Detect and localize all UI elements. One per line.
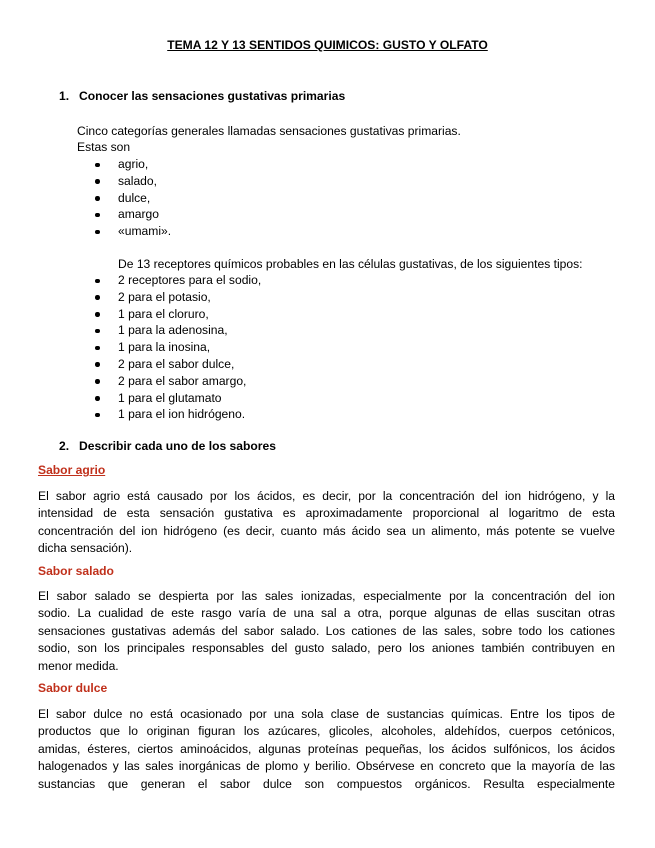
section-2-heading bbox=[59, 439, 276, 453]
list-item: 1 para la adenosina, bbox=[95, 322, 261, 339]
list-item: 1 para el ion hidrógeno. bbox=[95, 406, 261, 423]
paragraph-line: sodio, son los principales responsables del gusto salado, pero los aniones también contribuyen en bbox=[38, 641, 615, 656]
section-1-intro-line: Estas son bbox=[77, 140, 131, 154]
section-1-heading-text: Conocer las sensaciones gustativas primarias bbox=[79, 89, 346, 103]
section-2-heading-text: Describir cada uno de los sabores bbox=[79, 439, 276, 453]
list-item: 1 para la inosina, bbox=[95, 339, 261, 356]
paragraph-line: sodio. La cualidad de este rasgo varía de una sal a otra, porque algunas de ellas suscitan otras bbox=[38, 606, 615, 621]
paragraph-line: halogenados y las sales inorgánicas de plomo y berilio. Obsérvese en concreto que la mayoría de las bbox=[38, 759, 615, 774]
list-item: 2 para el sabor dulce, bbox=[95, 356, 261, 373]
paragraph-line: El sabor dulce no está ocasionado por una sola clase de sustancias químicas. Entre los tipos de bbox=[38, 707, 615, 721]
sabor-dulce-heading: Sabor dulce bbox=[38, 681, 108, 695]
list-item: 1 para el cloruro, bbox=[95, 306, 261, 323]
list-item: 1 para el glutamato bbox=[95, 390, 261, 407]
paragraph-line: El sabor salado se despierta por las sales ionizadas, especialmente por la concentración del ion bbox=[38, 589, 615, 603]
section-1-number: 1. bbox=[59, 89, 70, 103]
list-item: salado, bbox=[95, 173, 171, 190]
list-item: 2 para el potasio, bbox=[95, 289, 261, 306]
paragraph-line: sustancias que generan el sabor dulce son compuestos orgánicos. Resulta especialmente bbox=[38, 776, 615, 791]
paragraph-line: concentración del ion hidrógeno (es decir, cuanto más ácido sea un alimento, más potente se vuelve bbox=[38, 523, 615, 538]
list-item: 2 receptores para el sodio, bbox=[95, 272, 261, 289]
list-item: «umami». bbox=[95, 223, 171, 240]
paragraph-line: dicha sensación). bbox=[38, 541, 133, 556]
section-1-intro-line: Cinco categorías generales llamadas sensaciones gustativas primarias. bbox=[77, 124, 461, 138]
sabor-salado-paragraph bbox=[38, 588, 615, 675]
sabor-salado-heading: Sabor salado bbox=[38, 564, 114, 578]
paragraph-line: menor medida. bbox=[38, 658, 119, 673]
sabor-dulce-paragraph bbox=[38, 706, 615, 793]
primary-tastes-list bbox=[95, 156, 171, 240]
section-2-number: 2. bbox=[59, 439, 70, 453]
list-item: 2 para el sabor amargo, bbox=[95, 373, 261, 390]
page-title: TEMA 12 Y 13 SENTIDOS QUIMICOS: GUSTO Y OLFATO bbox=[167, 38, 488, 52]
receptors-intro: De 13 receptores químicos probables en las células gustativas, de los siguientes tipos: bbox=[118, 257, 583, 271]
paragraph-line: amidas, ésteres, ciertos aminoácidos, algunas proteínas pequeñas, los ácidos sulfónicos, los ácidos bbox=[38, 741, 615, 756]
section-1-heading bbox=[59, 89, 345, 103]
sabor-agrio-paragraph bbox=[38, 488, 615, 558]
paragraph-line: El sabor agrio está causado por los ácidos, es decir, por la concentración del ion hidrógeno, y la bbox=[38, 489, 615, 503]
list-item: dulce, bbox=[95, 190, 171, 207]
receptors-list bbox=[95, 272, 261, 423]
paragraph-line: productos que lo originan figuran los azúcares, glicoles, alcoholes, aldehídos, cuerpos cetónicos, bbox=[38, 724, 615, 739]
sabor-agrio-heading: Sabor agrio bbox=[38, 463, 106, 477]
paragraph-line: sensaciones gustativas además del sabor salado. Los cationes de las sales, sobre todo los cationes bbox=[38, 623, 615, 638]
list-item: agrio, bbox=[95, 156, 171, 173]
paragraph-line: intensidad de esta sensación gustativa es aproximadamente proporcional al logaritmo de esta bbox=[38, 506, 615, 521]
list-item: amargo bbox=[95, 206, 171, 223]
